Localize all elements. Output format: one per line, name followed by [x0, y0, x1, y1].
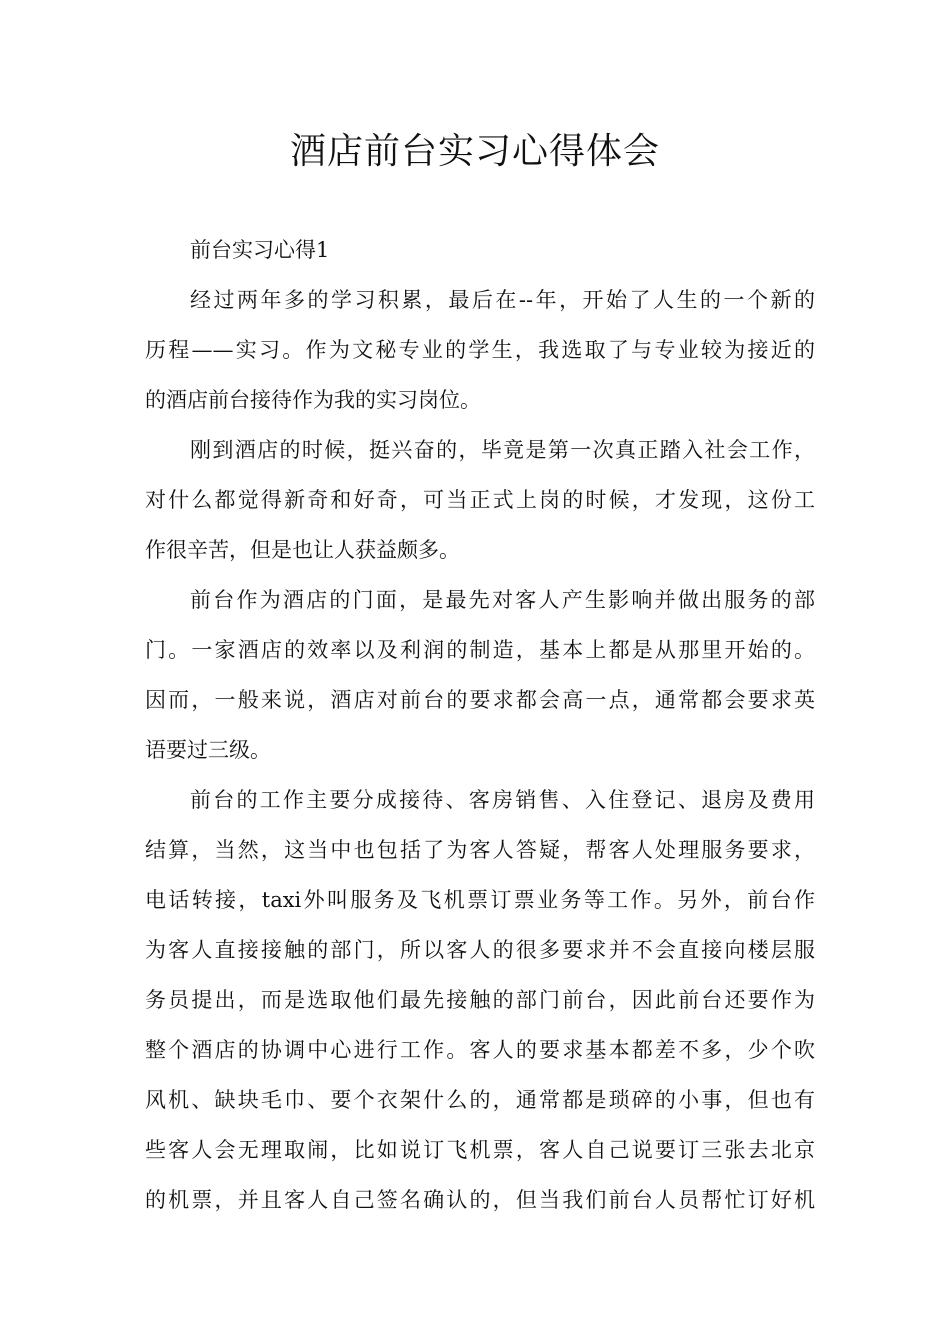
paragraph-line: 务员提出，而是选取他们最先接触的部门前台，因此前台还要作为: [145, 988, 815, 1012]
paragraph-line: 结算，当然，这当中也包括了为客人答疑，帮客人处理服务要求，: [145, 838, 815, 862]
paragraph-line: 前台的工作主要分成接待、客房销售、入住登记、退房及费用: [190, 788, 815, 812]
paragraph-line: 经过两年多的学习积累，最后在--年，开始了人生的一个新的: [190, 288, 815, 312]
paragraph-line: 些客人会无理取闹，比如说订飞机票，客人自己说要订三张去北京: [145, 1138, 815, 1162]
paragraph-line: 的机票，并且客人自己签名确认的，但当我们前台人员帮忙订好机: [145, 1188, 815, 1212]
paragraph-line: 前台作为酒店的门面，是最先对客人产生影响并做出服务的部: [190, 588, 815, 612]
paragraph-line: 刚到酒店的时候，挺兴奋的，毕竟是第一次真正踏入社会工作，: [190, 438, 815, 462]
paragraph-line: 对什么都觉得新奇和好奇，可当正式上岗的时候，才发现，这份工: [145, 488, 815, 512]
paragraph-line: 电话转接，taxi外叫服务及飞机票订票业务等工作。另外，前台作: [145, 888, 815, 912]
paragraph-line: 整个酒店的协调中心进行工作。客人的要求基本都差不多，少个吹: [145, 1038, 815, 1062]
paragraph-line: 的酒店前台接待作为我的实习岗位。: [145, 388, 481, 412]
paragraph-line: 作很辛苦，但是也让人获益颇多。: [145, 538, 460, 562]
paragraph-line: 因而，一般来说，酒店对前台的要求都会高一点，通常都会要求英: [145, 688, 815, 712]
paragraph-line: 语要过三级。: [145, 738, 271, 762]
paragraph-line: 为客人直接接触的部门，所以客人的很多要求并不会直接向楼层服: [145, 938, 815, 962]
paragraph-line: 历程——实习。作为文秘专业的学生，我选取了与专业较为接近的: [145, 338, 815, 362]
section-heading: 前台实习心得1: [190, 238, 330, 262]
paragraph-line: 门。一家酒店的效率以及利润的制造，基本上都是从那里开始的。: [145, 638, 815, 662]
paragraph-line: 风机、缺块毛巾、要个衣架什么的，通常都是琐碎的小事，但也有: [145, 1088, 815, 1112]
document-title: 酒店前台实习心得体会: [289, 131, 660, 172]
